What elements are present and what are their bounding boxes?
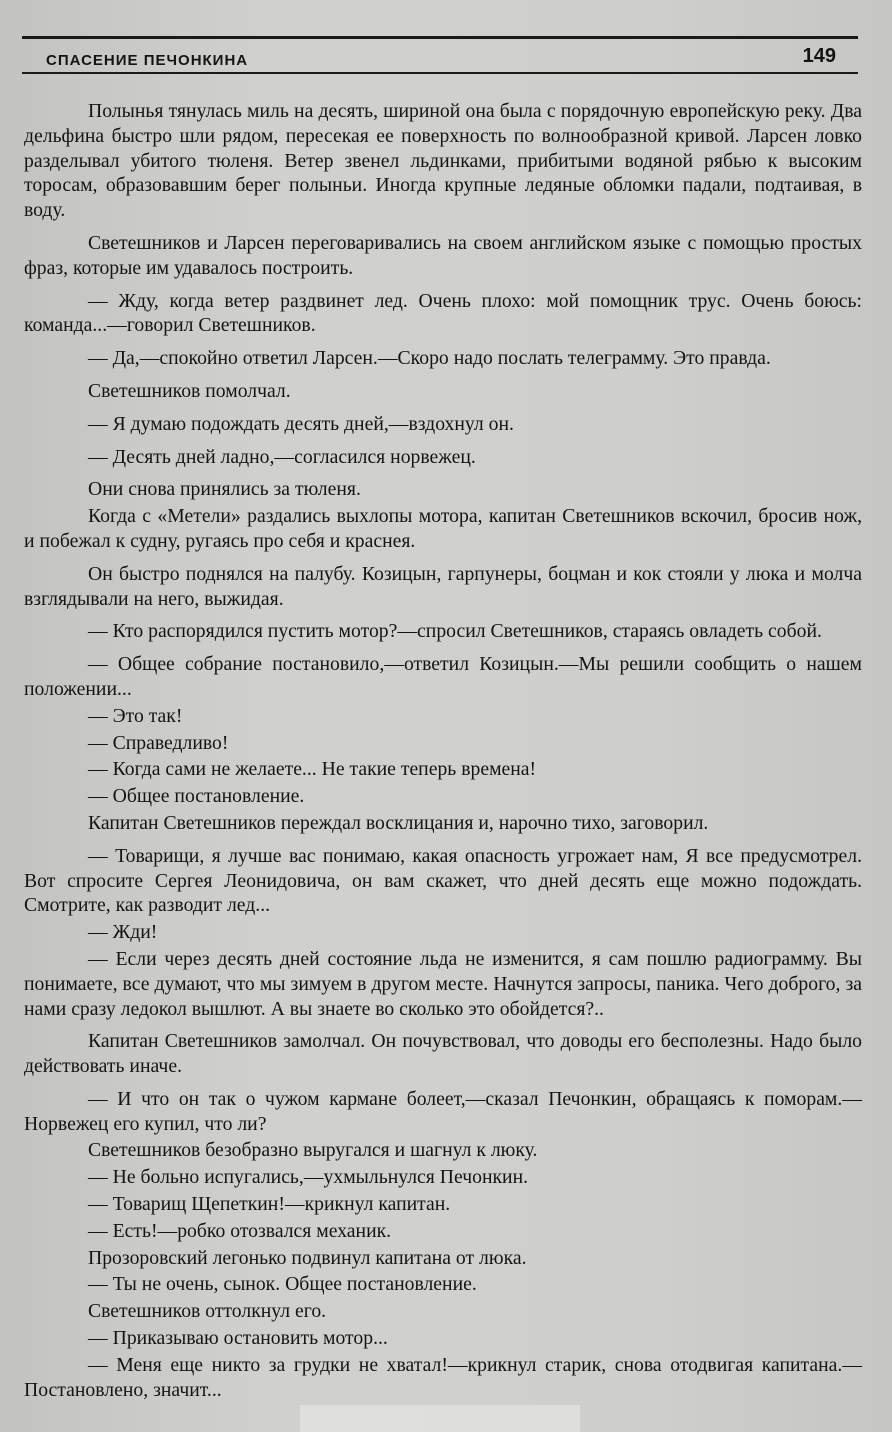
paragraph: — Не больно испугались,—ухмыльнулся Печонкин.	[88, 1166, 529, 1189]
paragraph: Светешников безобразно выругался и шагнул к люку.	[88, 1139, 538, 1162]
paragraph: — Товарищи, я лучше вас понимаю, какая опасность угрожает нам, Я все предусмотрел. Вот спросите Сергея Леонидовича, он вам скажет, что дней десять еще можно подождать. Смотрите, как разводит лед...	[24, 844, 862, 917]
paragraph: — Это так!	[88, 704, 183, 727]
paragraph: — Жду, когда ветер раздвинет лед. Очень плохо: мой помощник трус. Очень боюсь: команда...—говорил Светешников.	[24, 289, 862, 337]
paragraph: — Если через десять дней состояние льда не изменится, я сам пошлю радиограмму. Вы понимаете, все думают, что мы зимуем в другом месте. Начнутся запросы, паника. Чего доброго, за нами сразу ледокол вышлют. А вы знаете во сколько это обойдется?..	[24, 947, 862, 1020]
paragraph: Светешников помолчал.	[88, 379, 291, 402]
paragraph: — Общее постановление.	[88, 785, 305, 808]
paragraph: — Я думаю подождать десять дней,—вздохнул он.	[88, 412, 514, 435]
paragraph: — Товарищ Щепеткин!—крикнул капитан.	[88, 1193, 451, 1216]
paragraph: Они снова принялись за тюленя.	[88, 478, 361, 501]
page-number: 149	[802, 45, 836, 67]
page-header	[22, 36, 858, 74]
paragraph: Полынья тянулась миль на десять, шириной она была с порядочную европейскую реку. Два дельфина быстро шли рядом, пересекая ее поверхность по волнообразной кривой. Ларсен ловко разделывал убитого тюленя. Ветер звенел льдинками, прибитыми водяной рябью к высоким торосам, образовавшим берег полыньи. Иногда крупные ледяные обломки падали, подтаивая, в воду.	[24, 100, 862, 222]
paragraph: Прозоровский легонько подвинул капитана от люка.	[88, 1246, 527, 1269]
paragraph: — Жди!	[88, 921, 158, 944]
body-text	[24, 99, 862, 1404]
paragraph: Капитан Светешников замолчал. Он почувствовал, что доводы его бесполезны. Надо было действовать иначе.	[24, 1030, 862, 1078]
paragraph: — Меня еще никто за грудки не хватал!—крикнул старик, снова отодвигая капитана.—Постановлено, значит...	[24, 1353, 862, 1401]
paragraph: — Когда сами не желаете... Не такие теперь времена!	[88, 758, 537, 781]
paragraph: Капитан Светешников переждал восклицания и, нарочно тихо, заговорил.	[88, 811, 709, 834]
paragraph: — Приказываю остановить мотор...	[88, 1327, 388, 1350]
paragraph: — Да,—спокойно ответил Ларсен.—Скоро надо послать телеграмму. Это правда.	[88, 347, 771, 370]
paragraph: — Ты не очень, сынок. Общее постановление.	[88, 1273, 477, 1296]
scan-glare	[300, 1405, 580, 1432]
paragraph: Он быстро поднялся на палубу. Козицын, гарпунеры, боцман и кок стояли у люка и молча взглядывали на него, выжидая.	[24, 562, 862, 610]
paragraph: — Общее собрание постановило,—ответил Козицын.—Мы решили сообщить о нашем положении...	[24, 653, 862, 700]
paragraph: Светешников оттолкнул его.	[88, 1300, 327, 1323]
paragraph: — Десять дней ладно,—согласился норвежец.	[88, 445, 476, 468]
paragraph: — Есть!—робко отозвался механик.	[88, 1219, 392, 1242]
paragraph: Когда с «Метели» раздались выхлопы мотора, капитан Светешников вскочил, бросив нож, и побежал к судну, ругаясь про себя и краснея.	[24, 505, 862, 552]
paragraph: — И что он так о чужом кармане болеет,—сказал Печонкин, обращаясь к поморам.—Норвежец его купил, что ли?	[24, 1087, 862, 1135]
paragraph: Светешников и Ларсен переговаривались на своем английском языке с помощью простых фраз, которые им удавалось построить.	[24, 231, 862, 279]
paragraph: — Справедливо!	[88, 731, 229, 754]
running-title: СПАСЕНИЕ ПЕЧОНКИНА	[46, 52, 249, 69]
paragraph: — Кто распорядился пустить мотор?—спросил Светешников, стараясь овладеть собой.	[88, 620, 822, 643]
